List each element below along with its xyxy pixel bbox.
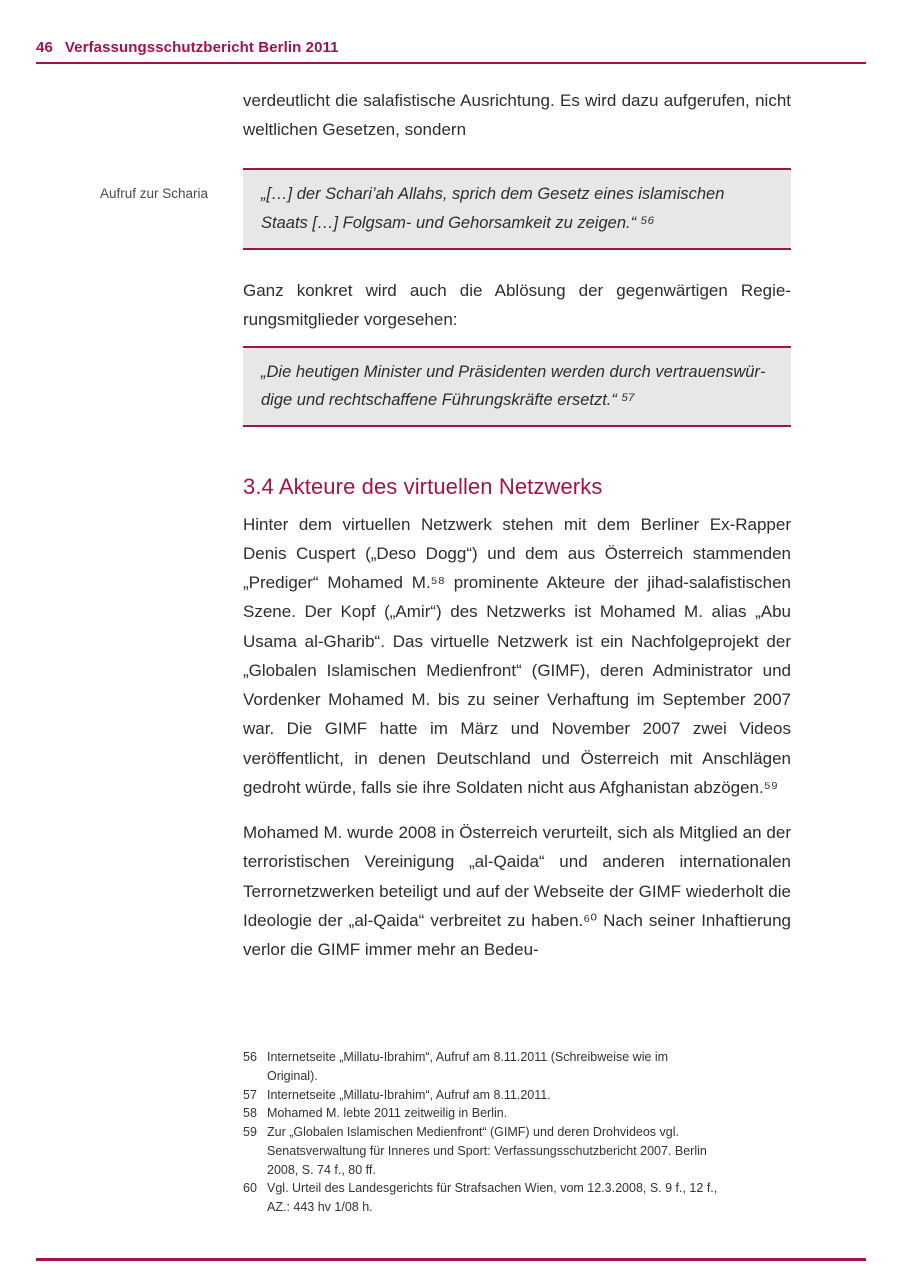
quote-box-scharia bbox=[243, 168, 791, 249]
section-heading-3-4: 3.4 Akteure des virtuellen Netzwerks bbox=[243, 474, 603, 500]
footnote-number: 58 bbox=[243, 1106, 257, 1121]
footnote bbox=[243, 1104, 791, 1123]
footnote-number: 57 bbox=[243, 1087, 257, 1102]
report-title: Verfassungsschutzbericht Berlin 2011 bbox=[64, 39, 339, 56]
page-number: 46 bbox=[36, 39, 53, 56]
paragraph-abloesung: Ganz konkret wird auch die Ablösung der gegenwärtigen Regierungsmitglieder vorgesehen: bbox=[243, 280, 791, 329]
quote-text: „[…] der Schari’ah Allahs, sprich dem Gesetz eines islamischen Staats […] Folgsam- und Gehorsamkeit zu zeigen.“ ⁵⁶ bbox=[261, 185, 725, 232]
header-rule bbox=[36, 62, 866, 64]
footnote-text: Mohamed M. lebte 2011 zeitweilig in Berlin. bbox=[267, 1106, 508, 1121]
footnote-text: Vgl. Urteil des Landesgerichts für Strafsachen Wien, vom 12.3.2008, S. 9 f., 12 f., AZ.: 443 hv 1/08 h. bbox=[267, 1181, 718, 1214]
footnote bbox=[243, 1048, 791, 1086]
paragraph-verurteilung: Mohamed M. wurde 2008 in Österreich verurteilt, sich als Mitglied an der terroristischen Vereinigung „al-Qaida“ und anderen internationalen Terrornetzwerken beteiligt und auf der Webseite der GIMF wiederholt die Ideologie der „al-Qaida“ verbreitet zu haben.⁶⁰ Nach seiner Inhaftierung verlor die GIMF immer mehr an Bedeu- bbox=[243, 823, 791, 959]
footnotes-block bbox=[243, 1048, 791, 1217]
page-header bbox=[36, 39, 866, 56]
footnote-number: 59 bbox=[243, 1125, 257, 1139]
quote-text: „Die heutigen Minister und Präsidenten werden durch vertrauenswürdige und rechtschaffene Führungskräfte ersetzt.“ ⁵⁷ bbox=[261, 363, 766, 410]
footnote-number: 60 bbox=[243, 1181, 257, 1196]
content-column bbox=[243, 86, 791, 964]
bottom-rule bbox=[36, 1258, 866, 1261]
footnote-number: 56 bbox=[243, 1050, 257, 1064]
footnote-text: Zur „Globalen Islamischen Medienfront“ (GIMF) und deren Drohvideos vgl. Senatsverwaltung für Inneres und Sport: Verfassungsschutzbericht 2007. Berlin 2008, S. 74 f., 80 ff. bbox=[267, 1125, 707, 1177]
margin-note-aufruf-zur-scharia: Aufruf zur Scharia bbox=[100, 186, 209, 201]
footnote-text: Internetseite „Millatu-Ibrahim“, Aufruf am 8.11.2011 (Schreibweise wie im Original). bbox=[267, 1050, 669, 1083]
footnote bbox=[243, 1123, 791, 1179]
intro-paragraph: verdeutlicht die salafistische Ausrichtung. Es wird dazu aufgerufen, nicht weltlichen Gesetzen, sondern bbox=[243, 91, 791, 140]
footnote-text: Internetseite „Millatu-Ibrahim“, Aufruf am 8.11.2011. bbox=[267, 1087, 551, 1102]
paragraph-akteure: Hinter dem virtuellen Netzwerk stehen mit dem Berliner Ex-Rapper Denis Cuspert („Deso Dogg“) und dem aus Österreich stammenden „Prediger“ Mohamed M.⁵⁸ prominente Akteure der jihad-salafistischen Szene. Der Kopf („Amir“) des Netzwerks ist Mohamed M. alias „Abu Usama al-Gharib“. Das virtuelle Netzwerk ist ein Nachfolgeprojekt der „Globalen Islamischen Medienfront“ (GIMF), deren Administrator und Vordenker Mohamed M. bis zu seiner Verhaftung im September 2007 war. Die GIMF hatte im März und November 2007 zwei Videos veröffentlicht, in denen Deutschland und Österreich mit Anschlägen gedroht würde, falls sie ihre Soldaten nicht aus Afghanistan abzögen.⁵⁹ bbox=[243, 514, 791, 797]
footnote bbox=[243, 1086, 791, 1105]
footnote bbox=[243, 1179, 791, 1217]
quote-box-minister bbox=[243, 346, 791, 427]
